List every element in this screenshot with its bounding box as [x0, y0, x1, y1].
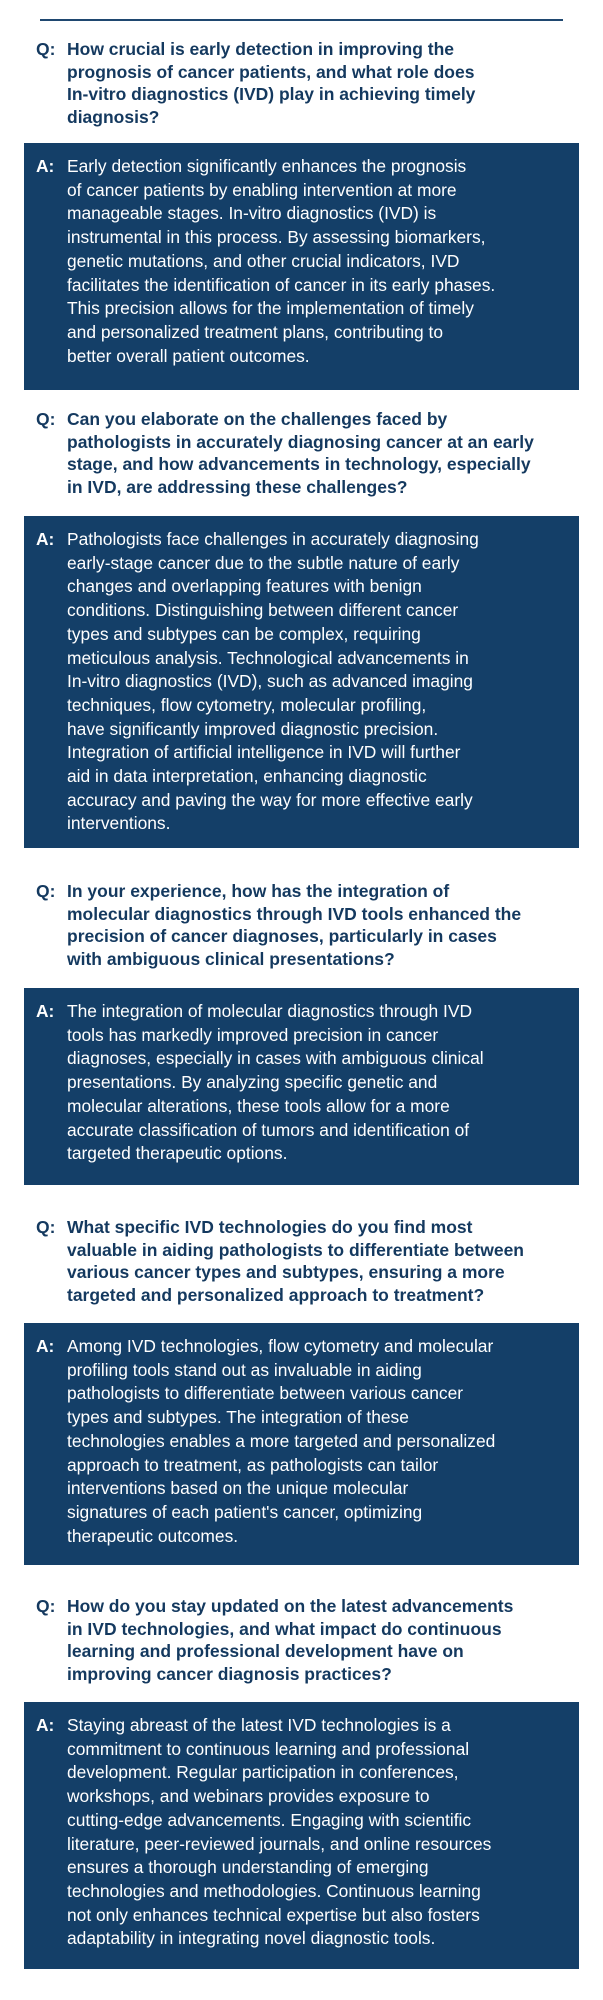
answer-5-line: Staying abreast of the latest IVD technologies is a	[67, 1715, 451, 1735]
answer-5-line: workshops, and webinars provides exposure to	[67, 1786, 430, 1807]
question-1-line: How crucial is early detection in improving the	[67, 39, 455, 59]
answer-2-line: early-stage cancer due to the subtle nature of early	[67, 552, 460, 573]
answer-4-line: interventions based on the unique molecular	[67, 1478, 409, 1499]
answer-5-line: literature, peer-reviewed journals, and online resources	[67, 1833, 492, 1854]
question-4-line: valuable in aiding pathologists to differentiate between	[67, 1239, 524, 1260]
answer-5-line: commitment to continuous learning and professional	[67, 1738, 470, 1759]
answer-2-line: interventions.	[67, 813, 171, 834]
answer-4-line: Among IVD technologies, flow cytometry and molecular	[67, 1336, 494, 1356]
question-1-line: diagnosis?	[67, 106, 160, 127]
answer-5-text	[67, 1714, 565, 1969]
question-4-label: Q:	[36, 1217, 56, 1237]
question-3-line: In your experience, how has the integration of	[67, 881, 450, 901]
question-4-text	[67, 1216, 584, 1306]
answer-4-label: A:	[36, 1336, 55, 1356]
answer-2	[24, 516, 579, 848]
question-5-label: Q:	[36, 1596, 56, 1616]
answer-4-line: approach to treatment, as pathologists can tailor	[67, 1454, 439, 1475]
answer-1-line: manageable stages. In-vitro diagnostics (IVD) is	[67, 203, 437, 224]
question-4-line: targeted and personalized approach to treatment?	[67, 1284, 485, 1305]
answer-2-text	[67, 528, 565, 848]
answer-5-line: ensures a thorough understanding of emerging	[67, 1857, 429, 1878]
answer-1-line: genetic mutations, and other crucial indicators, IVD	[67, 250, 460, 271]
answer-2-label: A:	[36, 529, 55, 549]
answer-3-line: molecular alterations, these tools allow for a more	[67, 1095, 450, 1116]
question-2	[36, 408, 584, 498]
question-4-line: various cancer types and subtypes, ensuring a more	[67, 1262, 505, 1282]
answer-1-line: This precision allows for the implementation of timely	[67, 298, 474, 319]
question-2-line: in IVD, are addressing these challenges?	[67, 476, 408, 497]
answer-1	[24, 143, 579, 390]
answer-3-text	[67, 1000, 565, 1185]
answer-3-label: A:	[36, 1001, 55, 1021]
question-5-line: in IVD technologies, and what impact do continuous	[67, 1618, 502, 1639]
answer-2-line: Integration of artificial intelligence in IVD will further	[67, 742, 461, 763]
answer-5-label: A:	[36, 1715, 55, 1735]
answer-4-text	[67, 1335, 565, 1565]
question-5-line: learning and professional development have on	[67, 1641, 464, 1661]
answer-3-line: tools has markedly improved precision in cancer	[67, 1024, 439, 1045]
top-divider	[40, 19, 563, 21]
answer-1-line: Early detection significantly enhances the prognosis	[67, 156, 467, 176]
answer-3-line: presentations. By analyzing specific genetic and	[67, 1072, 438, 1093]
answer-1-text	[67, 155, 565, 390]
answer-5	[24, 1702, 579, 1969]
answer-4-line: pathologists to differentiate between various cancer	[67, 1383, 464, 1404]
answer-2-line: types and subtypes can be complex, requiring	[67, 623, 421, 644]
answer-2-line: aid in data interpretation, enhancing diagnostic	[67, 766, 427, 787]
question-3-text	[67, 880, 584, 970]
answer-3-line: targeted therapeutic options.	[67, 1143, 288, 1164]
answer-5-line: cutting-edge advancements. Engaging with scientific	[67, 1809, 472, 1830]
answer-2-line: In-vitro diagnostics (IVD), such as advanced imaging	[67, 671, 473, 692]
answer-1-line: and personalized treatment plans, contributing to	[67, 321, 444, 342]
answer-2-line: techniques, flow cytometry, molecular profiling,	[67, 694, 427, 715]
answer-1-label: A:	[36, 156, 55, 176]
answer-4-line: types and subtypes. The integration of these	[67, 1407, 409, 1428]
question-3	[36, 880, 584, 970]
answer-5-line: adaptability in integrating novel diagnostic tools.	[67, 1928, 436, 1949]
question-5-line: How do you stay updated on the latest advancements	[67, 1596, 514, 1616]
question-2-text	[67, 408, 584, 498]
answer-2-line: meticulous analysis. Technological advancements in	[67, 647, 469, 668]
answer-1-line: of cancer patients by enabling intervention at more	[67, 179, 457, 200]
question-2-line: Can you elaborate on the challenges faced by	[67, 409, 448, 429]
answer-5-line: technologies and methodologies. Continuous learning	[67, 1880, 481, 1901]
answer-2-line: conditions. Distinguishing between different cancer	[67, 600, 459, 621]
question-1-label: Q:	[36, 39, 56, 59]
answer-3-line: diagnoses, especially in cases with ambiguous clinical	[67, 1048, 484, 1069]
answer-2-line: Pathologists face challenges in accurately diagnosing	[67, 529, 479, 549]
question-5	[36, 1595, 584, 1685]
answer-4	[24, 1323, 579, 1565]
question-4	[36, 1216, 584, 1306]
question-5-line: improving cancer diagnosis practices?	[67, 1663, 392, 1684]
question-2-label: Q:	[36, 409, 56, 429]
answer-4-line: signatures of each patient's cancer, optimizing	[67, 1501, 423, 1522]
answer-3	[24, 988, 579, 1185]
answer-3-line: accurate classification of tumors and identification of	[67, 1119, 470, 1140]
answer-4-line: technologies enables a more targeted and personalized	[67, 1430, 496, 1451]
answer-5-line: not only enhances technical expertise but also fosters	[67, 1904, 480, 1925]
question-1	[36, 38, 584, 128]
question-5-text	[67, 1595, 584, 1685]
question-2-line: stage, and how advancements in technology, especially	[67, 454, 531, 474]
question-4-line: What specific IVD technologies do you find most	[67, 1217, 473, 1237]
question-3-line: with ambiguous clinical presentations?	[67, 948, 395, 969]
answer-2-line: accuracy and paving the way for more effective early	[67, 789, 473, 810]
question-1-text	[67, 38, 584, 128]
answer-4-line: therapeutic outcomes.	[67, 1525, 239, 1546]
question-2-line: pathologists in accurately diagnosing cancer at an early	[67, 431, 534, 452]
question-3-line: molecular diagnostics through IVD tools enhanced the	[67, 903, 522, 924]
question-1-line: In-vitro diagnostics (IVD) play in achieving timely	[67, 84, 476, 104]
answer-2-line: changes and overlapping features with benign	[67, 576, 422, 597]
answer-1-line: instrumental in this process. By assessing biomarkers,	[67, 227, 486, 248]
answer-1-line: better overall patient outcomes.	[67, 345, 310, 366]
answer-5-line: development. Regular participation in conferences,	[67, 1762, 459, 1783]
question-1-line: prognosis of cancer patients, and what role does	[67, 61, 475, 82]
question-3-line: precision of cancer diagnoses, particularly in cases	[67, 926, 497, 946]
answer-1-line: facilitates the identification of cancer in its early phases.	[67, 274, 496, 295]
question-3-label: Q:	[36, 881, 56, 901]
answer-3-line: The integration of molecular diagnostics through IVD	[67, 1001, 473, 1021]
answer-4-line: profiling tools stand out as invaluable in aiding	[67, 1359, 422, 1380]
answer-2-line: have significantly improved diagnostic precision.	[67, 718, 439, 739]
